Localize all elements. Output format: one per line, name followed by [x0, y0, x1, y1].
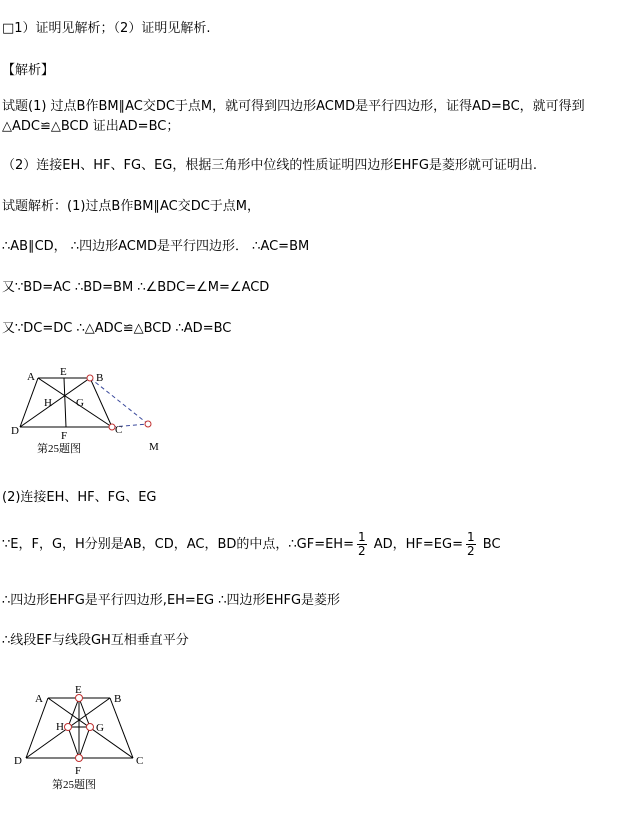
fraction-denominator-2: 2	[467, 544, 475, 558]
label-h: H	[56, 721, 64, 733]
label-e: E	[60, 366, 67, 378]
label-e: E	[75, 684, 82, 696]
part2-intro: (2)连接EH、HF、FG、EG	[2, 490, 157, 505]
part2-conclusion: ∴线段EF与线段GH互相垂直平分	[2, 633, 189, 648]
point-h-marker	[65, 724, 72, 731]
label-d: D	[14, 755, 22, 767]
label-d: D	[11, 425, 19, 437]
label-f: F	[75, 765, 82, 777]
fraction-one-half	[357, 531, 367, 558]
figure-2	[0, 680, 200, 800]
answer-line: □1）证明见解析；（2）证明见解析.	[2, 21, 211, 36]
segment-ad	[20, 378, 38, 427]
segment-ef	[64, 378, 66, 427]
part2-midpoint-line	[2, 531, 501, 558]
midpoint-text-b: AD，HF=EG=	[369, 537, 463, 552]
label-f: F	[61, 430, 68, 442]
solution-intro: 试题解析：(1)过点B作BM∥AC交DC于点M，	[2, 199, 261, 214]
label-g: G	[76, 397, 84, 409]
dashed-bm	[90, 378, 148, 424]
segment-ad	[26, 698, 48, 758]
label-c: C	[115, 424, 123, 436]
point-b-marker	[87, 375, 93, 381]
label-g: G	[96, 722, 104, 734]
segment-fg	[79, 727, 90, 758]
figure-1-caption: 第25题图	[37, 443, 81, 455]
analysis-line-1: 试题(1) 过点B作BM∥AC交DC于点M，就可得到四边形ACMD是平行四边形，证得AD=BC，就可得到	[2, 99, 585, 114]
midpoint-text-c: BC	[478, 537, 501, 552]
figure-1	[0, 360, 200, 460]
solution-step-3: 又∵DC=DC ∴△ADC≌△BCD ∴AD=BC	[2, 321, 232, 336]
fraction-numerator: 1	[357, 530, 366, 544]
point-m-marker	[145, 421, 151, 427]
part2-rhombus: ∴四边形EHFG是平行四边形,EH=EG ∴四边形EHFG是菱形	[2, 593, 341, 608]
analysis-line-3: （2）连接EH、HF、FG、EG，根据三角形中位线的性质证明四边形EHFG是菱形就可证明出.	[2, 158, 538, 173]
point-g-marker	[87, 724, 94, 731]
fraction-numerator-2: 1	[467, 530, 475, 544]
segment-eg	[79, 698, 90, 727]
label-b: B	[96, 372, 104, 384]
solution-step-1: ∴AB∥CD， ∴四边形ACMD是平行四边形． ∴AC=BM	[2, 239, 310, 254]
midpoint-text-a: ∵E，F，G，H分别是AB，CD，AC，BD的中点，∴GF=EH=	[2, 537, 354, 552]
label-a: A	[35, 693, 43, 705]
section-heading: 【解析】	[2, 63, 55, 78]
label-a: A	[27, 371, 35, 383]
figure-2-caption: 第25题图	[52, 779, 96, 791]
solution-step-2: 又∵BD=AC ∴BD=BM ∴∠BDC=∠M=∠ACD	[2, 280, 270, 295]
fraction-denominator: 2	[357, 544, 366, 558]
label-b: B	[114, 693, 122, 705]
segment-hf	[68, 727, 79, 758]
fraction-one-half-2	[466, 531, 476, 558]
label-m: M	[149, 441, 159, 453]
segment-bc	[110, 698, 133, 758]
label-c: C	[136, 755, 144, 767]
segment-eh	[68, 698, 79, 727]
label-h: H	[44, 397, 52, 409]
point-f-marker	[76, 755, 83, 762]
analysis-line-2: △ADC≌△BCD 证出AD=BC；	[2, 119, 180, 134]
